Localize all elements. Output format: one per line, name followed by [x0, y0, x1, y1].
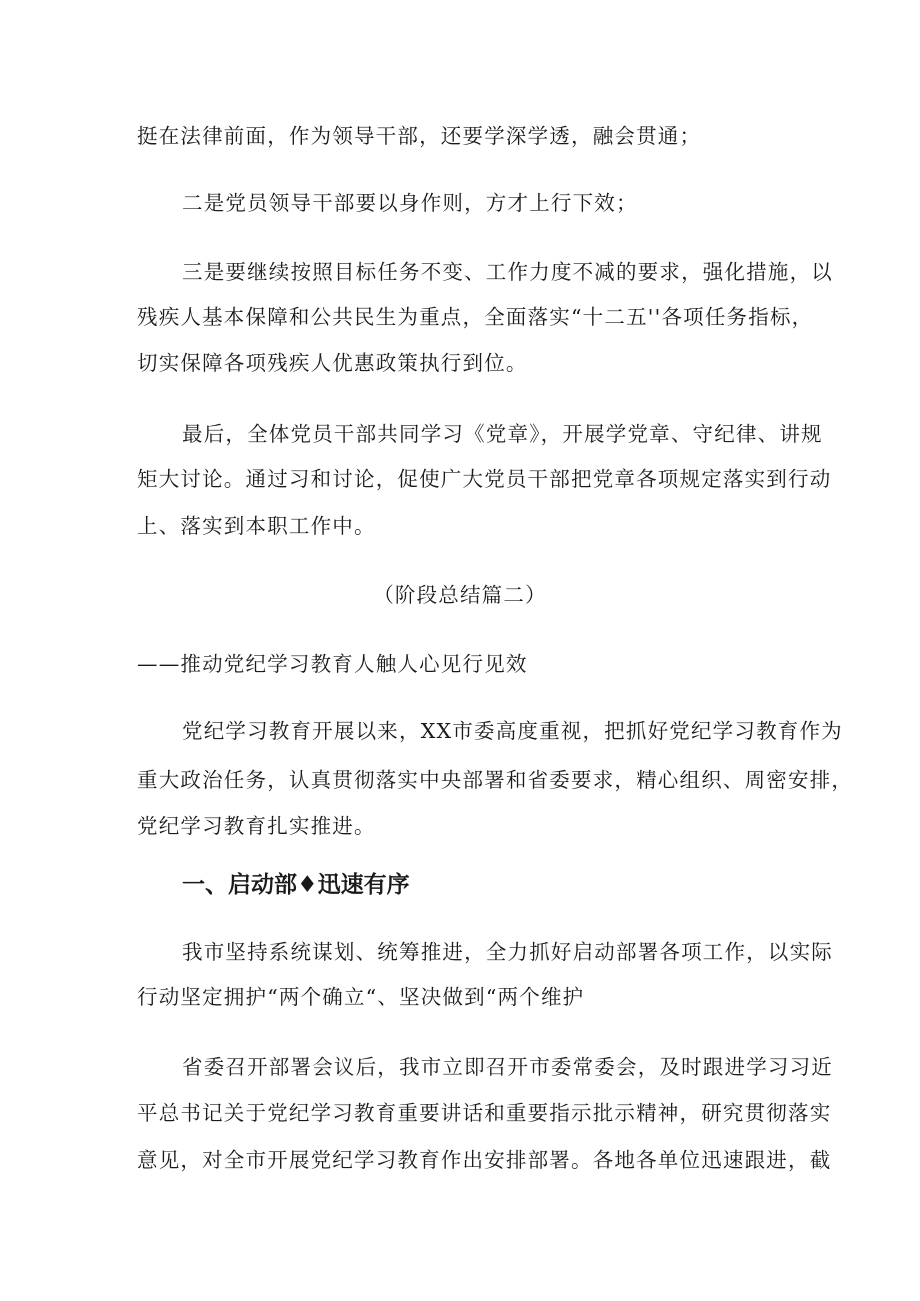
paragraph-line: 意见，对全市开展党纪学习教育作出安排部署。各地各单位迅速跟进，截: [137, 1148, 832, 1172]
paragraph-line: 二是党员领导干部要以身作则，方才上行下效；: [182, 191, 638, 215]
paragraph-line: 切实保障各项残疾人优惠政策执行到位。: [137, 351, 528, 375]
paragraph-line: 三是要继续按照目标任务不变、工作力度不减的要求，强化措施，以: [182, 260, 833, 284]
subtitle: ——推动党纪学习教育人触人心见行见效: [137, 652, 528, 676]
paragraph-line: 我市坚持系统谋划、统筹推进，全力抓好启动部署各项工作，以实际: [182, 940, 833, 964]
section-heading: 一、启动部♦迅速有序: [182, 872, 410, 898]
paragraph-line: 平总书记关于党纪学习教育重要讲话和重要指示批示精神，研究贯彻落实: [137, 1101, 832, 1125]
paragraph-line: 省委召开部署会议后，我市立即召开市委常委会，及时跟进学习习近: [182, 1055, 833, 1079]
paragraph-line: 残疾人基本保障和公共民生为重点，全面落实“十二五''各项任务指标，: [137, 305, 814, 329]
paragraph-line: 党纪学习教育开展以来，XX市委高度重视，把抓好党纪学习教育作为: [182, 719, 843, 743]
paragraph-line: 上、落实到本职工作中。: [137, 514, 376, 538]
paragraph-line: 矩大讨论。通过习和讨论，促使广大党员干部把党章各项规定落实到行动: [137, 467, 832, 491]
paragraph-line: 重大政治任务，认真贯彻落实中央部署和省委要求，精心组织、周密安排，: [137, 768, 854, 792]
paragraph-line: 党纪学习教育扎实推进。: [137, 814, 376, 838]
paragraph-line: 行动坚定拥护“两个确立“、坚决做到“两个维护: [137, 985, 585, 1009]
paragraph-line: 最后，全体党员干部共同学习《党章》，开展学党章、守纪律、讲规: [182, 422, 823, 446]
section-title: （阶段总结篇二）: [373, 583, 547, 607]
paragraph-line: 挺在法律前面，作为领导干部，还要学深学透，融会贯通；: [137, 124, 702, 148]
